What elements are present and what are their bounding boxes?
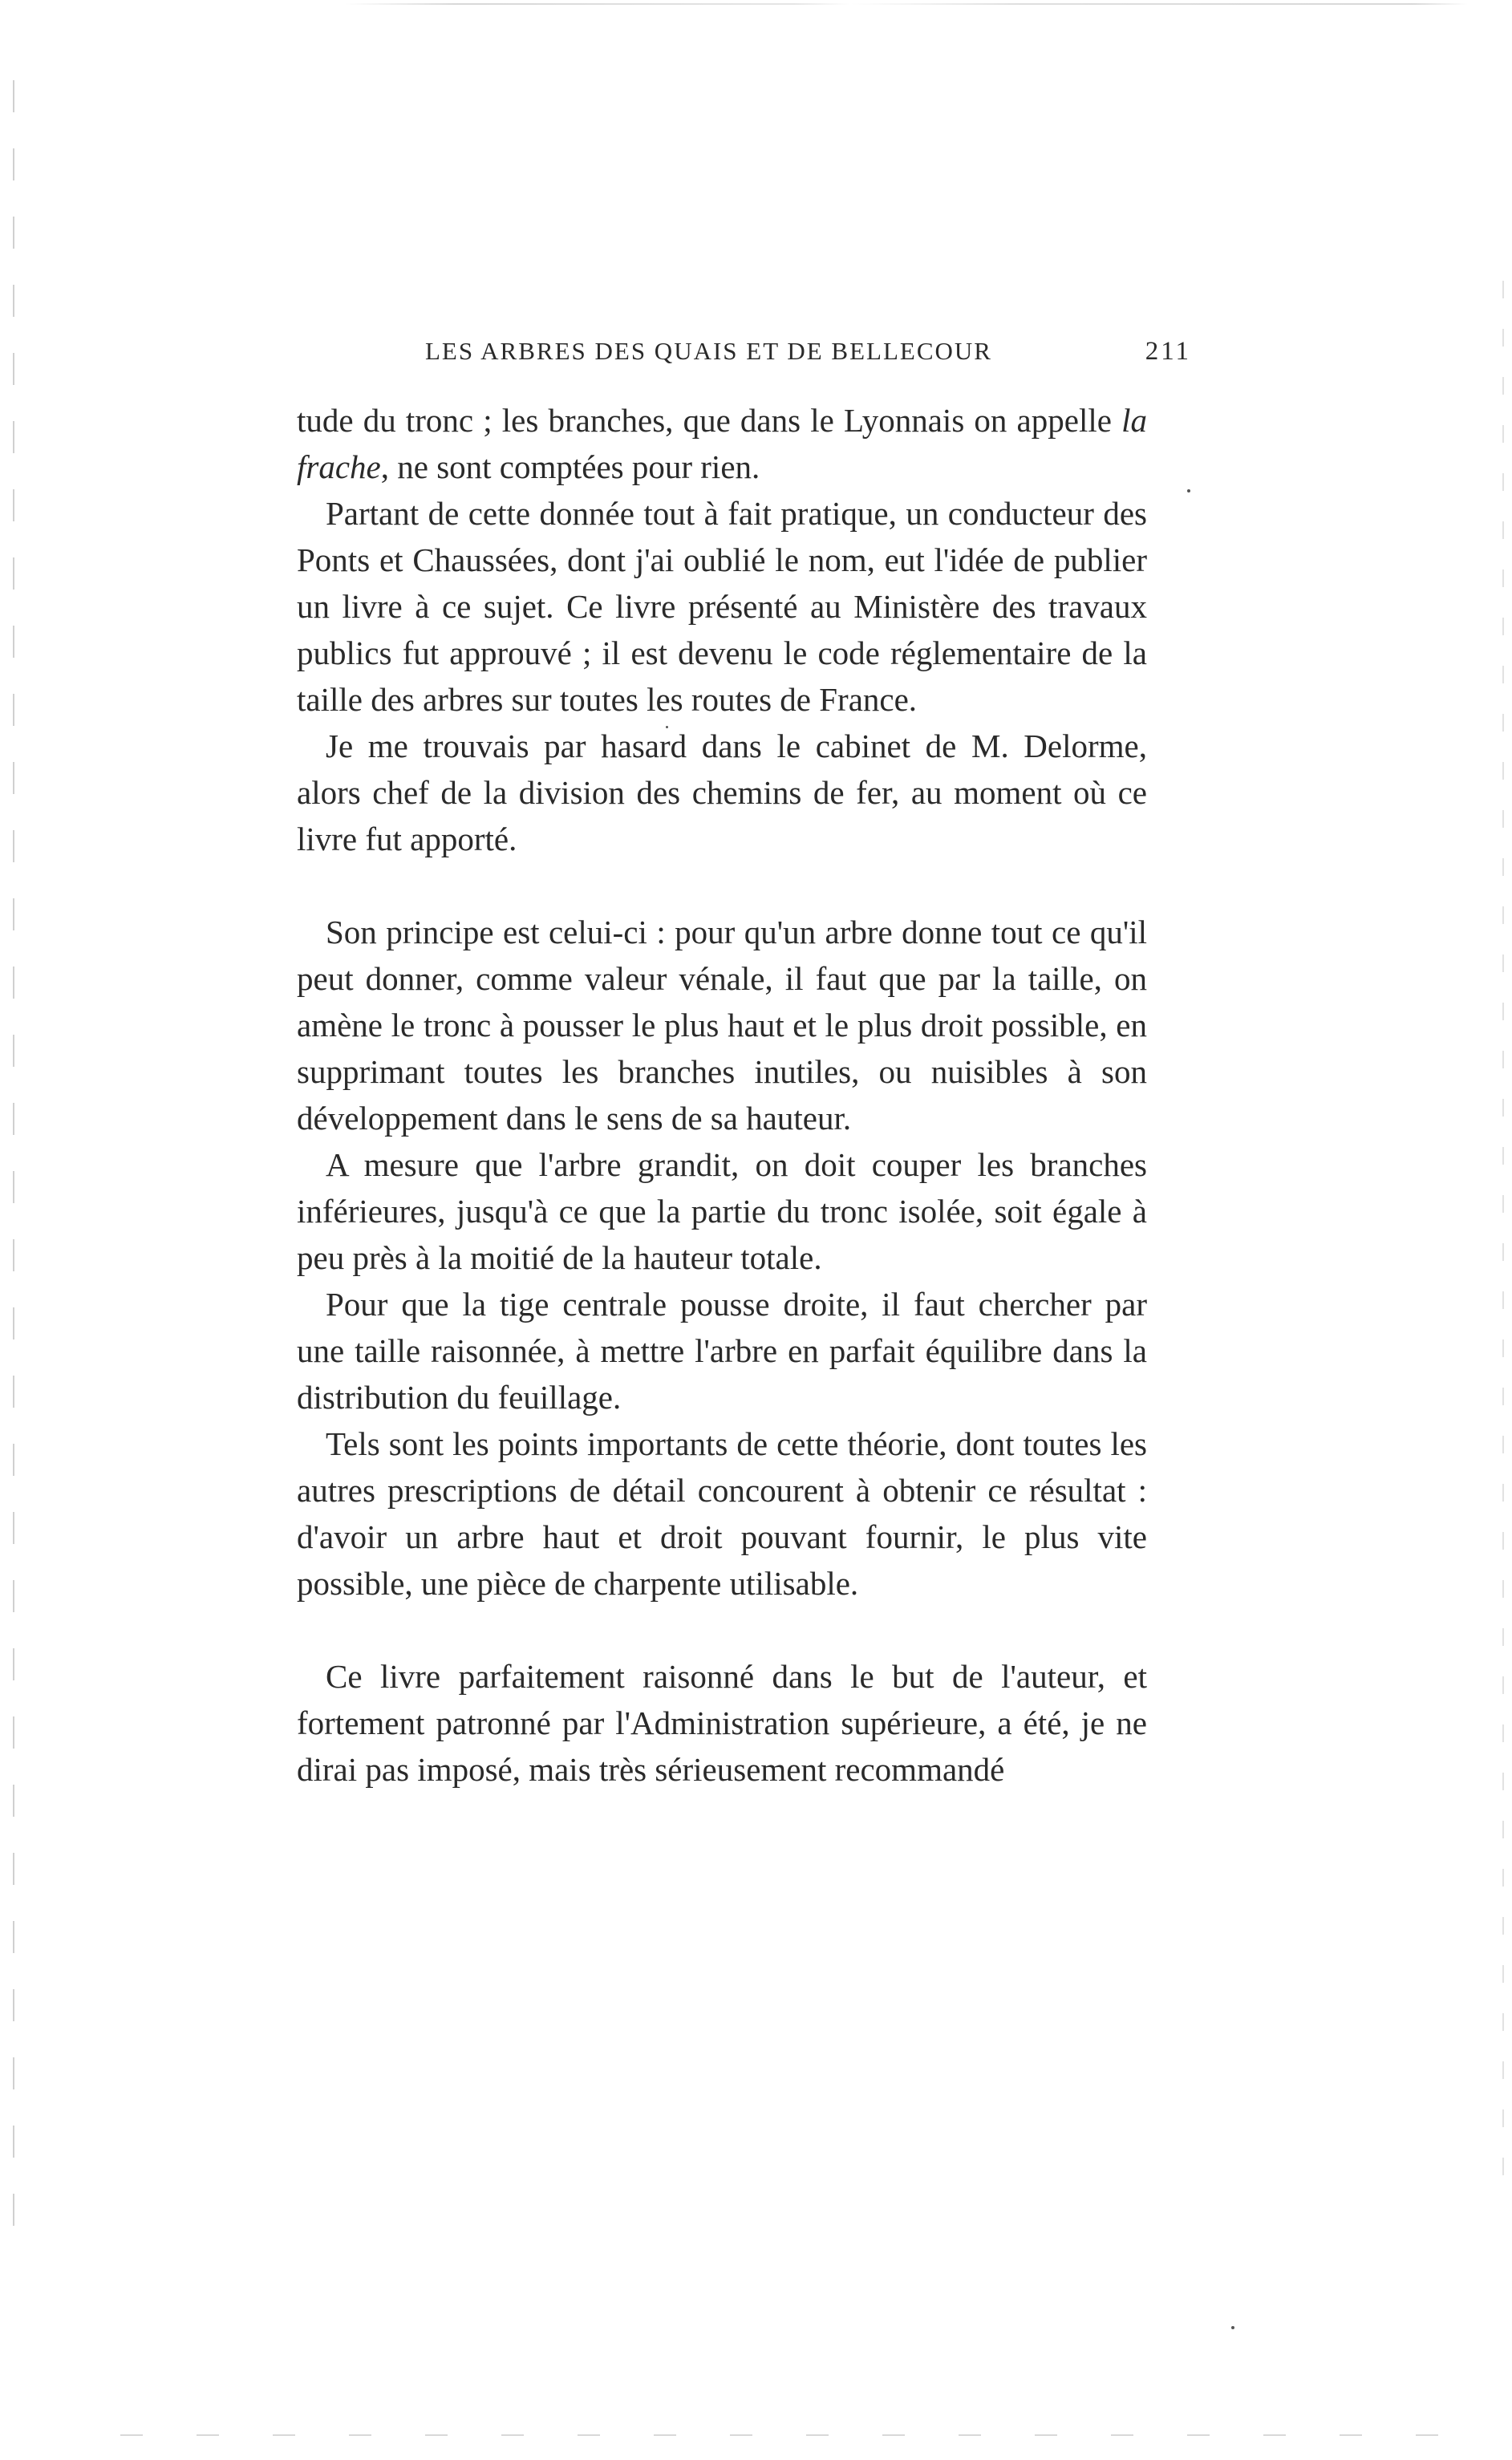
scan-artifact-right-edge: [1502, 281, 1504, 2206]
page-number: 211: [1145, 337, 1191, 366]
body-text: [297, 397, 1147, 1793]
paragraph-continuation: [297, 397, 1147, 490]
scan-artifact-bottom: [120, 2434, 1484, 2436]
paragraph: A mesure que l'arbre grandit, on doit couper les branches inférieures, jusqu'à ce que la partie du tronc isolée, soit égale à peu près à la moitié de la hauteur totale.: [297, 1146, 1147, 1276]
italic-term: la frache: [297, 402, 1147, 485]
page-header: [425, 337, 1191, 377]
paragraph: Ce livre parfaitement raisonné dans le but de l'auteur, et fortement patronné par l'Administration supérieure, a été, je ne dirai pas imposé, mais très sérieusement recommandé: [297, 1658, 1147, 1788]
scan-speck: [1187, 489, 1190, 492]
scan-artifact-left-edge: [13, 80, 14, 2246]
paragraph: Tels sont les points importants de cette théorie, dont toutes les autres prescriptions de détail concourent à obtenir ce résultat : d'avoir un arbre haut et droit pouvant fournir, le plus vite possible, une pièce de charpente utilisable.: [297, 1425, 1147, 1602]
scan-artifact-top: [345, 3, 1468, 5]
paragraph-text: tude du tronc ; les branches, que dans le Lyonnais on appelle: [297, 402, 1122, 439]
paragraph: Partant de cette donnée tout à fait pratique, un conducteur des Ponts et Chaussées, dont j'ai oublié le nom, eut l'idée de publier un livre à ce sujet. Ce livre présenté au Ministère des travaux publics fut approuvé ; il est devenu le code réglementaire de la taille des arbres sur toutes les routes de France.: [297, 495, 1147, 718]
paragraph: Son principe est celui-ci : pour qu'un arbre donne tout ce qu'il peut donner, comme valeur vénale, il faut que par la taille, on amène le tronc à pousser le plus haut et le plus droit possible, en supprimant toutes les branches inutiles, ou nuisibles à son développement dans le sens de sa hauteur.: [297, 914, 1147, 1137]
paragraph: Pour que la tige centrale pousse droite, il faut chercher par une taille raisonnée, à mettre l'arbre en parfait équilibre dans la distribution du feuillage.: [297, 1286, 1147, 1416]
paragraph: Je me trouvais par hasard dans le cabinet de M. Delorme, alors chef de la division des chemins de fer, au moment où ce livre fut apporté.: [297, 727, 1147, 857]
paragraph-text: , ne sont comptées pour rien.: [380, 448, 760, 485]
scan-speck: [1231, 2326, 1234, 2329]
running-head: LES ARBRES DES QUAIS ET DE BELLECOUR: [425, 337, 992, 365]
